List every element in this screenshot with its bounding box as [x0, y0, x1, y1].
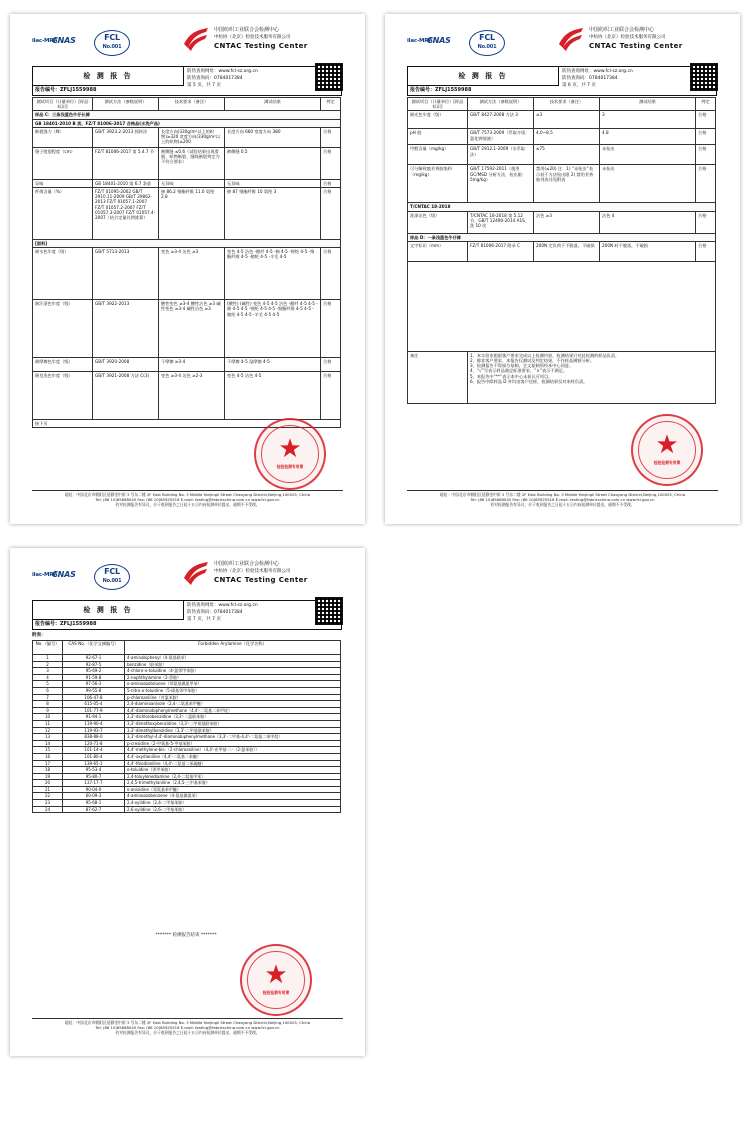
ilac-logo: ilac-MRA: [32, 38, 58, 44]
table-row: 8 615-05-4 2,4-diaminoanisole（2,4-二氨基苯甲醚）: [33, 701, 341, 708]
table-row: 15 101-14-4 4,4'-methylene-bis-（2-chloroaniline）（4,4'-亚甲基-二-（2-氯苯胺））: [33, 747, 341, 754]
report-number: 报告编号：ZFLJ1559988: [35, 87, 97, 93]
continue-row: 接下页: [33, 420, 341, 428]
table-row: 5 97-56-3 o-aminoazotoluene（邻氨基偶氮甲苯）: [33, 681, 341, 688]
fcl-logo: FCL No.001: [94, 564, 130, 590]
table-row: 24 87-62-7 2,6-xylidine（2,6-二甲基苯胺）: [33, 806, 341, 813]
table-row: 12 119-93-7 3,3'-dimethylbenzidine（3,3'-二甲基联苯胺）: [33, 727, 341, 734]
table-row: pH 值 GB/T 7573-2009（萃取介质：氯化钾溶液） 4.0~8.5 4.8 合格: [408, 129, 716, 145]
table-row: 甲醛含量（mg/kg） GB/T 2912.1-2009（水萃取法） ≤75 未检出 合格: [408, 145, 716, 165]
accreditation-logos: [407, 30, 517, 58]
table-row: 洗涤沾色（级） T/CNTAC 18-2018 第 5.12 节，GB/T 12490-2014 A1S，洗 10 次 沾色 ≥3 沾色 4 合格: [408, 211, 716, 233]
flag-logo-icon: [557, 26, 585, 52]
table-row: 20 137-17-7 2,4,5-trimethylaniline（2,4,5-三甲基苯胺）: [33, 780, 341, 787]
report-title: 检 测 报 告: [408, 67, 559, 86]
report-title-box: [32, 66, 342, 96]
org-name-cn: 中国纺织工业联合会检测中心: [214, 561, 280, 567]
org-name-cn: 中国纺织工业联合会检测中心: [589, 27, 655, 33]
star-icon: ★: [655, 430, 679, 460]
official-seal: ★ 检验检测专用章: [240, 944, 312, 1016]
table-row: 9 101-77-9 4,4'-diaminobiphenylmethane（4,4'-二氨基二苯甲烷）: [33, 707, 341, 714]
accreditation-logos: [32, 564, 142, 592]
page-number: 第 5 页，共 7 页: [187, 83, 221, 88]
table-header-row: 测试项目（计量单位）[样品标识] 测试方法（参数说明） 技术要求（备注） 测试结果 判定: [408, 98, 716, 111]
table-row: 2 92-87-5 benzidine（联苯胺）: [33, 661, 341, 668]
report-page-7: [10, 548, 365, 1056]
report-header: [32, 24, 343, 64]
ilac-logo: ilac-MRA: [407, 38, 433, 44]
org-name-en: CNTAC Testing Center: [214, 576, 308, 584]
org-name-cn2: 中纺协（北京）检验技术服务有限公司: [214, 35, 291, 40]
fabric-row: [面料]: [33, 240, 341, 248]
report-title-box: [32, 600, 342, 630]
org-name-cn2: 中纺协（北京）检验技术服务有限公司: [589, 35, 666, 40]
report-header: [32, 558, 343, 598]
table-row: 缝子纰裂程度（cm） FZ/T 81006-2017 第 5.4.7 节 裤侧缝 ≤0.6（试验结果出现滑脱、织物断裂、缝线断裂判定为不符合要求） 裤侧缝 0.5 合格: [33, 147, 341, 179]
fcl-logo: FCL No.001: [469, 30, 505, 56]
official-seal: ★ 检验检测专用章: [631, 414, 703, 486]
org-name-en: CNTAC Testing Center: [214, 42, 308, 50]
table-row: 耐摩擦色牢度（级） GB/T 3920-2008 干摩擦 ≥3-4 干摩擦 4-5 湿摩擦 4-5 合格: [33, 358, 341, 372]
accreditation-logos: [32, 30, 142, 58]
attachment-label: 附表：: [32, 633, 46, 638]
table-row: 21 90-04-0 o-anisidine（邻氨基苯甲醚）: [33, 786, 341, 793]
report-title: 检 测 报 告: [33, 67, 184, 86]
report-number: 报告编号：ZFLJ1559988: [410, 87, 472, 93]
table-row: 耐汗渍色牢度（级） GB/T 3922-2013 酸性变色 ≥3-4 酸性沾色 ≥3 碱性变色 ≥3-4 碱性沾色 ≥3 (酸性) (碱性) 变色 4-5 4-5 沾色 -醋纤 4-5 4-5 -棉 4-5 4-5 -锦纶 4-5 4-5 -聚酯纤维 4-5 4-5 -腈纶 4-5 4-5 -羊毛 4-5 4-5 合格: [33, 300, 341, 358]
org-name-en: CNTAC Testing Center: [589, 42, 683, 50]
report-end: ******* 检测报告结束 *******: [155, 933, 217, 938]
page-number: 第 6 页，共 7 页: [562, 83, 596, 88]
table-row: 4 91-59-8 2-naphthylamine（2-萘胺）: [33, 674, 341, 681]
table-row: 16 101-80-4 4,4'-oxydianiline（4,4'-二氨基二苯醚）: [33, 753, 341, 760]
report-page-5: [10, 14, 365, 524]
table-row: 3 95-69-2 4-chloro-o-toluidine（4-氯邻甲苯胺）: [33, 668, 341, 675]
report-info: 防伪查询网址：www.fcl-sz.org.cn 防伪查询码：0784017384 第 7 页，共 7 页: [187, 603, 258, 622]
table-row: 耐皂洗色牢度（级） GB/T 3921-2008 方法 C(3) 变色 ≥3-4 沾色 ≥2-3 变色 4-5 沾色 4-5 合格: [33, 372, 341, 420]
table-header-row: 测试项目（计量单位）[样品标识] 测试方法（参数说明） 技术要求（备注） 测试结果 判定: [33, 98, 341, 111]
standard-row: T/CNTAC 18-2018: [408, 203, 716, 211]
table-row: 17 139-65-1 4,4'-thiodianiline（4,4'-二氨基二苯硫醚）: [33, 760, 341, 767]
arylamine-table: [32, 640, 341, 813]
ilac-logo: ilac-MRA: [32, 572, 58, 578]
star-icon: ★: [278, 434, 302, 464]
report-title-box: [407, 66, 717, 96]
report-title: 检 测 报 告: [33, 601, 184, 620]
report-info: 防伪查询网址：www.fcl-sz.org.cn 防伪查询码：0784017384 第 5 页，共 7 页: [187, 69, 258, 88]
table-row: 10 91-94-1 3,3'-dichlorobenzidine（3,3'-二氯联苯胺）: [33, 714, 341, 721]
org-name-cn2: 中纺协（北京）检验技术服务有限公司: [214, 569, 291, 574]
page-number: 第 7 页，共 7 页: [187, 617, 221, 622]
page-footer: 地址：中国北京市朝阳区延静里中街 3 号东二楼 2F East Building No. 3 Middle Yanjingli Street Chaoyang District,Beijing,100025, China Tel: (86 10)65868045 Fax: (86 10)65925516 E-mail: testing@fabricschina.com.cn www.fcl.gov.cn 若对检测报告有异议，应于收到报告之日起十五日内向检测单位提出，逾期不予受理。: [64, 1020, 311, 1035]
table-row: 7 106-47-8 p-chloroaniline（对氯苯胺）: [33, 694, 341, 701]
table-row: 13 838-88-0 3,3'-dimethyl-4,4'-diaminobiphenylmethane（3,3'-二甲基-4,4'-二氨基二苯甲烷）: [33, 734, 341, 741]
table-row: 11 119-90-4 3,3'-dimethoxybenzidine（3,3'-二甲氧基联苯胺）: [33, 720, 341, 727]
sample-row: 样品 D：一条浅蓝色牛仔裤: [408, 233, 716, 241]
table-row: 19 95-80-7 2,4-toluylenediamine（2,4-二氨基甲苯）: [33, 773, 341, 780]
table-header-row: No.（编号） CAS No.（化学文摘编号） Forbidden Arylamine（化学名称）: [33, 641, 341, 655]
table-row: 18 95-53-4 o-toluidine（邻甲苯胺）: [33, 767, 341, 774]
qr-code-icon: [315, 597, 343, 625]
table-row: 22 60-09-3 4-aminoazobenzene（4-氨基偶氮苯）: [33, 793, 341, 800]
table-row: 1 92-67-1 4-aminobiphenyl（4-氨基联苯）: [33, 655, 341, 662]
results-table: [407, 97, 716, 404]
flag-logo-icon: [182, 560, 210, 586]
table-row: 异味 GB 18401-2010 第 6.7 条款 无异味 无异味 合格: [33, 179, 341, 187]
results-table: [32, 97, 341, 428]
fcl-logo: FCL No.001: [94, 30, 130, 56]
table-row: 可分解致癌芳香胺染料（mg/kg） GB/T 17592-2011（使用 GC/MSD 分析方法，检出限：5mg/kg） 禁用(≤20) 注：1) “未检出”表示低于方法检出限 2) 禁用芳香胺列表详见附表 未检出 合格: [408, 165, 716, 203]
report-info: 防伪查询网址：www.fcl-sz.org.cn 防伪查询码：0784017384 第 6 页，共 7 页: [562, 69, 633, 88]
report-page-6: [385, 14, 740, 524]
table-row: 文字标识（mm） FZ/T 81006-2017 附录 C 200N 定负荷下不脱落，不破损 200N 时不脱落，不破损 合格: [408, 241, 716, 261]
table-row: 6 99-55-8 5-nitro-o-toluidine（5-硝基邻甲苯胺）: [33, 687, 341, 694]
official-seal: ★ 检验检测专用章: [254, 418, 326, 490]
table-row: 纤维含量（%） FZ/T 01095-2002 GB/T 2910.11-2009 GB/T 29862-2013 FZ/T 01057.1-2007 FZ/T 01057.2-2007 FZ/T 01057.3-2007 FZ/T 01057.4-2007（结合定量比例推算） 棉 86.2 聚酯纤维 11.0 氨纶 2.8 棉 87 聚酯纤维 10 氨纶 3 合格: [33, 188, 341, 240]
page-footer: 地址：中国北京市朝阳区延静里中街 3 号东二楼 2F East Building No. 3 Middle Yanjingli Street Chaoyang District,Beijing,100025, China Tel: (86 10)65868045 Fax: (86 10)65925516 E-mail: testing@fabricschina.com.cn www.fcl.gov.cn 若对检测报告有异议，应于收到报告之日起十五日内向检测单位提出，逾期不予受理。: [64, 492, 311, 507]
qr-code-icon: [690, 63, 718, 91]
org-name-cn: 中国纺织工业联合会检测中心: [214, 27, 280, 33]
page-footer: 地址：中国北京市朝阳区延静里中街 3 号东二楼 2F East Building No. 3 Middle Yanjingli Street Chaoyang District,Beijing,100025, China Tel: (86 10)65868045 Fax: (86 10)65925516 E-mail: testing@fabricschina.com.cn www.fcl.gov.cn 若对检测报告有异议，应于收到报告之日起十五日内向检测单位提出，逾期不予受理。: [439, 492, 686, 507]
blank-row: [408, 261, 716, 351]
table-row: 断裂强力（N） GB/T 3923.2-2013 抓样法 长度方向(330g/m²以上的织物)≥320 宽度方向(330g/m²以上的织物)≥200 长度方向 660 宽度方向 380 合格: [33, 127, 341, 147]
cnas-logo: CNAS: [52, 36, 76, 45]
standard-row: GB 18401-2010 B 类、FZ/T 81006-2017 合格品(水洗产品): [33, 119, 341, 127]
sample-row: 样品 C：三条浅蓝色牛仔长裤: [33, 111, 341, 119]
table-row: 23 95-68-1 2,4-xylidine（2,4-二甲基苯胺）: [33, 800, 341, 807]
table-row: 耐光色牢度（级） GB/T 8427-2008 方法 3 ≥3 3 合格: [408, 111, 716, 129]
cnas-logo: CNAS: [427, 36, 451, 45]
cnas-logo: CNAS: [52, 570, 76, 579]
notes-row: 备注 1、本实验室根据客户要求完成以上检测内容，检测结果只对此检测的样品负责。 2、除非客户要求，本报告仅测试及判定结果，不作样品溯源分析。 3、检测报告不得部分复制，全文复制须经本中心同意。 4、“√”号表示样品满足标准要求，“×”表示不满足。 5、本报告中“**”表示本中心未获认可项目。 6、报告中除样品 D 外均由客户送样，检测结果仅对来样负责。: [408, 351, 716, 403]
qr-code-icon: [315, 63, 343, 91]
table-row: 耐水色牢度（级） GB/T 5713-2013 变色 ≥3-4 沾色 ≥3 变色 4-5 沾色 -醋纤 4-5 -棉 4-5 -锦纶 4-5 -聚酯纤维 4-5 -腈纶 4-5 -羊毛 4-5 合格: [33, 248, 341, 300]
star-icon: ★: [264, 960, 288, 990]
report-header: [407, 24, 718, 64]
table-row: 14 120-71-8 p-cresidine（2-甲氧基-5-甲基苯胺）: [33, 740, 341, 747]
report-number: 报告编号：ZFLJ1559988: [35, 621, 97, 627]
flag-logo-icon: [182, 26, 210, 52]
